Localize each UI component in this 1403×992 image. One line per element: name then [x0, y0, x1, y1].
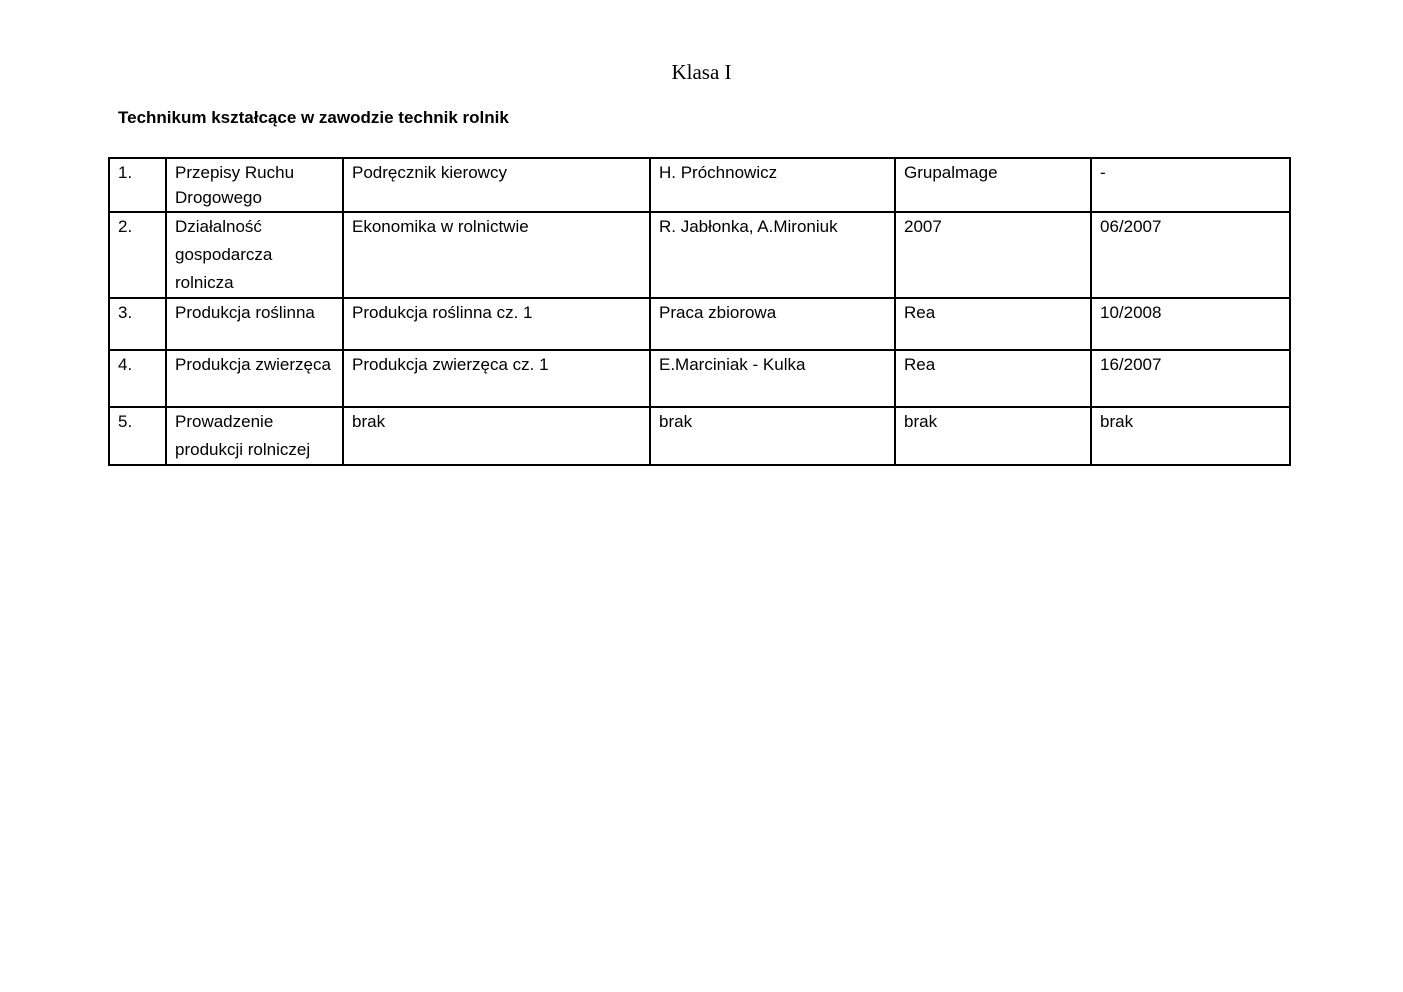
cell-approval: 16/2007: [1091, 350, 1290, 407]
cell-subject: Prowadzenie produkcji rolniczej: [166, 407, 343, 465]
cell-author: E.Marciniak - Kulka: [650, 350, 895, 407]
cell-author: R. Jabłonka, A.Mironiuk: [650, 212, 895, 298]
cell-number: 5.: [109, 407, 166, 465]
table-row: [109, 407, 1290, 465]
cell-number: 1.: [109, 158, 166, 212]
cell-subject: Przepisy Ruchu Drogowego: [166, 158, 343, 212]
cell-approval: 06/2007: [1091, 212, 1290, 298]
cell-book-title: brak: [343, 407, 650, 465]
cell-publisher: Rea: [895, 350, 1091, 407]
cell-approval: 10/2008: [1091, 298, 1290, 350]
cell-book-title: Produkcja roślinna cz. 1: [343, 298, 650, 350]
cell-publisher: Rea: [895, 298, 1091, 350]
cell-publisher: 2007: [895, 212, 1091, 298]
cell-approval: -: [1091, 158, 1290, 212]
cell-number: 3.: [109, 298, 166, 350]
table-row: [109, 298, 1290, 350]
cell-subject: Produkcja roślinna: [166, 298, 343, 350]
cell-publisher: Grupalmage: [895, 158, 1091, 212]
page-title: Klasa I: [671, 60, 732, 84]
textbook-table: [108, 157, 1291, 466]
cell-publisher: brak: [895, 407, 1091, 465]
cell-author: Praca zbiorowa: [650, 298, 895, 350]
cell-number: 4.: [109, 350, 166, 407]
cell-number: 2.: [109, 212, 166, 298]
table-row: [109, 212, 1290, 298]
cell-book-title: Ekonomika w rolnictwie: [343, 212, 650, 298]
cell-subject: Produkcja zwierzęca: [166, 350, 343, 407]
cell-author: brak: [650, 407, 895, 465]
cell-book-title: Produkcja zwierzęca cz. 1: [343, 350, 650, 407]
table-row: [109, 158, 1290, 212]
section-heading: Technikum kształcące w zawodzie technik rolnik: [118, 108, 509, 127]
cell-approval: brak: [1091, 407, 1290, 465]
table-row: [109, 350, 1290, 407]
cell-subject: Działalność gospodarcza rolnicza: [166, 212, 343, 298]
cell-author: H. Próchnowicz: [650, 158, 895, 212]
cell-book-title: Podręcznik kierowcy: [343, 158, 650, 212]
